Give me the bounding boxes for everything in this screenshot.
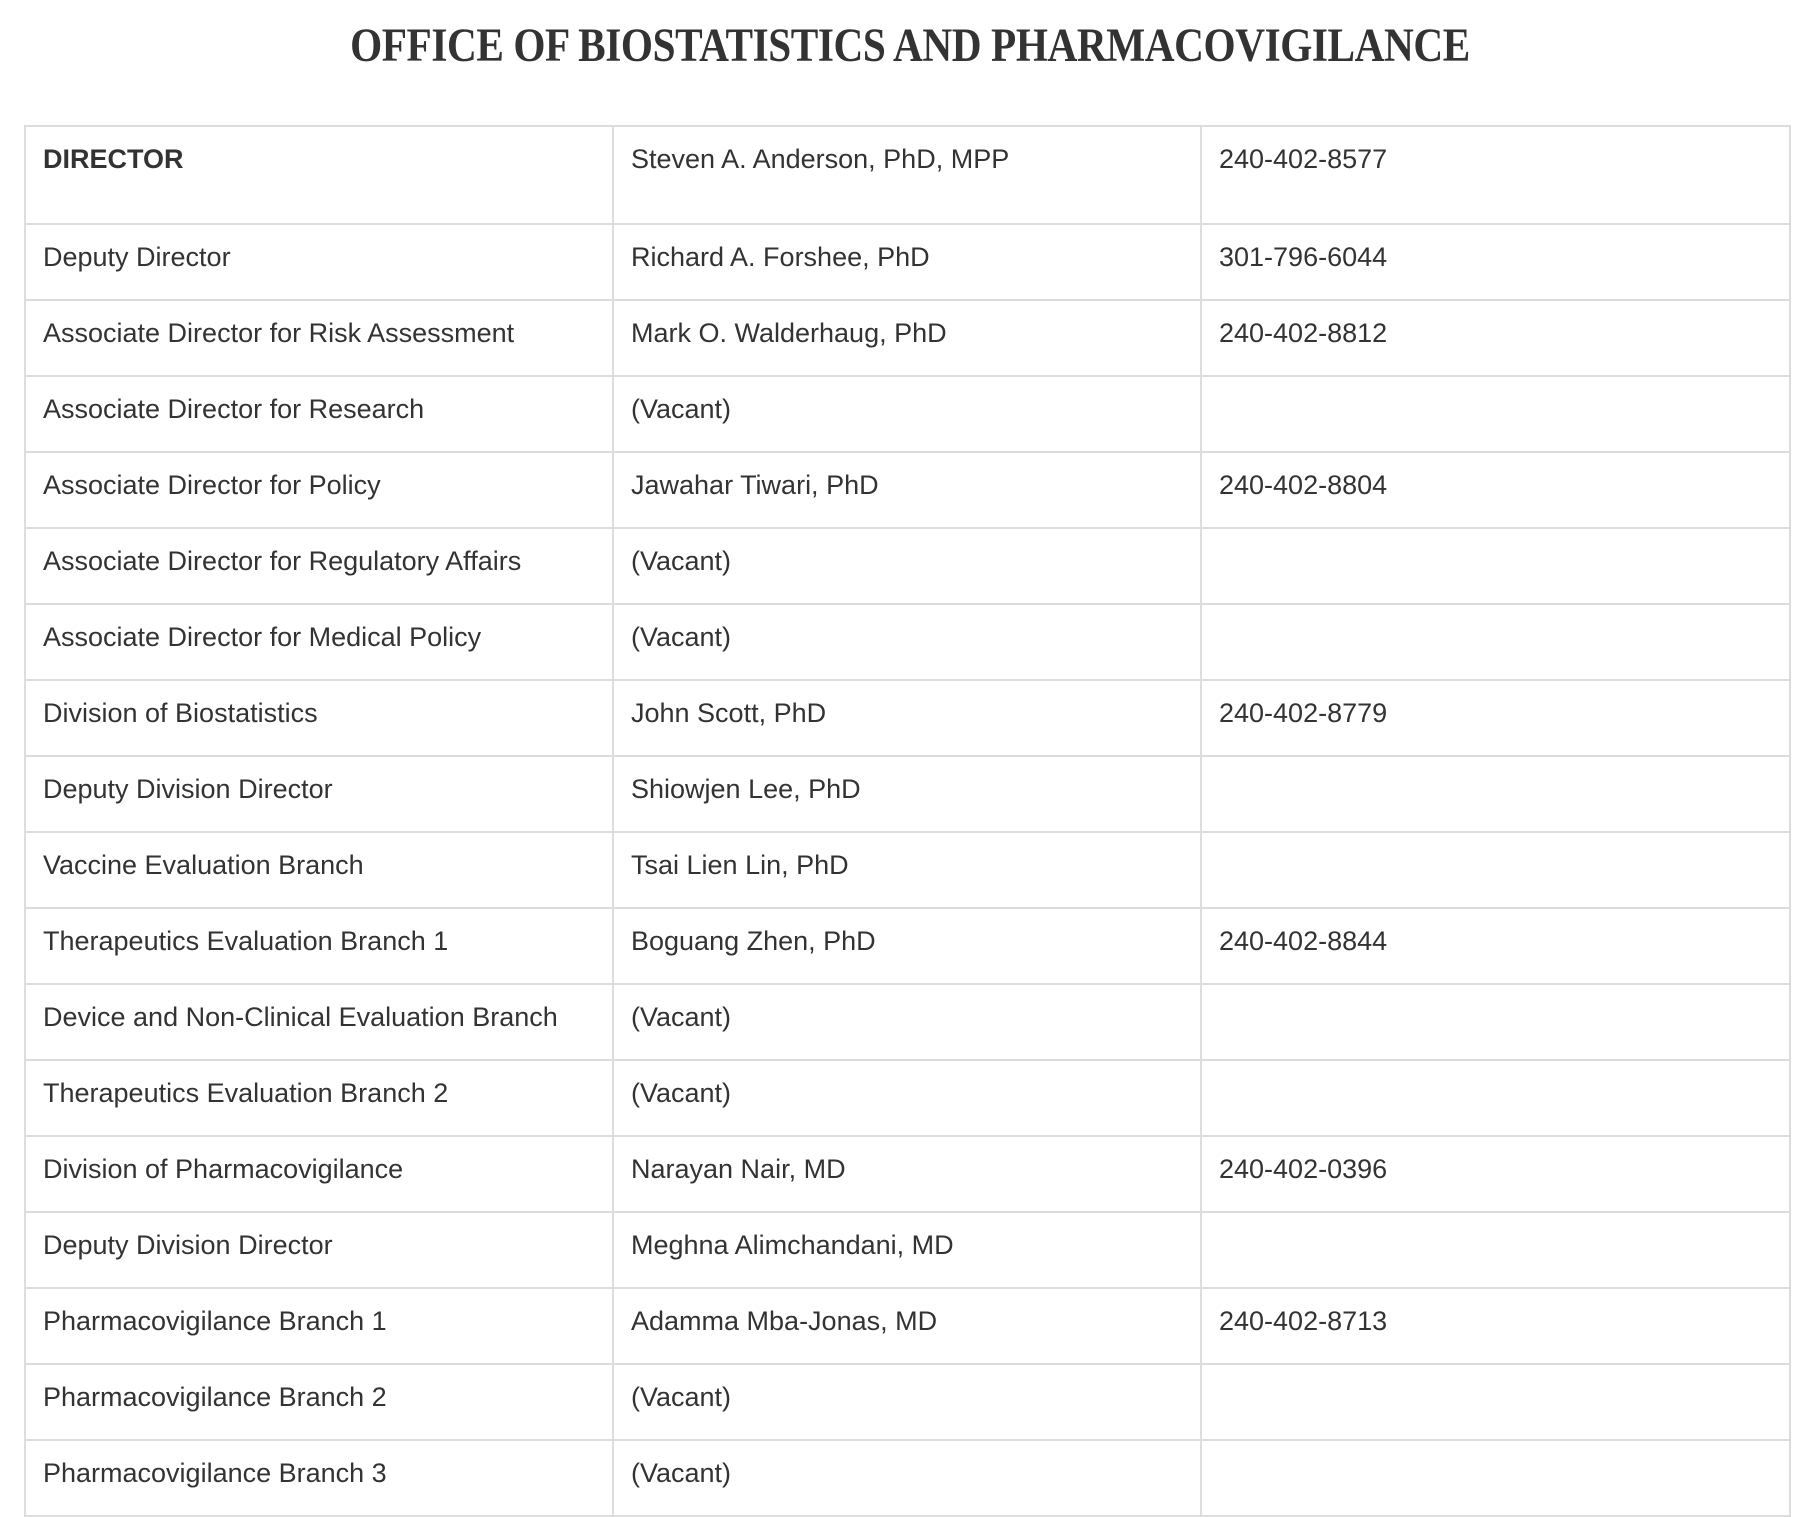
phone-cell xyxy=(1201,376,1790,452)
office-cell: Deputy Division Director xyxy=(25,756,613,832)
phone-cell: 240-402-8713 xyxy=(1201,1288,1790,1364)
table-row xyxy=(25,528,1790,604)
staff-directory-body xyxy=(25,126,1790,1516)
office-cell: Associate Director for Research xyxy=(25,376,613,452)
table-row xyxy=(25,908,1790,984)
table-row xyxy=(25,604,1790,680)
phone-cell: 240-402-8804 xyxy=(1201,452,1790,528)
table-row xyxy=(25,832,1790,908)
table-row xyxy=(25,376,1790,452)
phone-cell: 240-402-8844 xyxy=(1201,908,1790,984)
table-row xyxy=(25,1136,1790,1212)
name-cell: (Vacant) xyxy=(613,1060,1201,1136)
table-row xyxy=(25,1060,1790,1136)
name-cell: (Vacant) xyxy=(613,376,1201,452)
name-cell: Boguang Zhen, PhD xyxy=(613,908,1201,984)
name-cell: Meghna Alimchandani, MD xyxy=(613,1212,1201,1288)
phone-cell xyxy=(1201,604,1790,680)
table-row xyxy=(25,126,1790,224)
office-cell: Associate Director for Regulatory Affairs xyxy=(25,528,613,604)
phone-cell xyxy=(1201,1060,1790,1136)
table-row xyxy=(25,984,1790,1060)
name-cell: (Vacant) xyxy=(613,604,1201,680)
name-cell: John Scott, PhD xyxy=(613,680,1201,756)
phone-cell xyxy=(1201,756,1790,832)
name-cell: (Vacant) xyxy=(613,528,1201,604)
office-cell: Deputy Division Director xyxy=(25,1212,613,1288)
name-cell: (Vacant) xyxy=(613,984,1201,1060)
phone-cell: 240-402-0396 xyxy=(1201,1136,1790,1212)
phone-cell xyxy=(1201,984,1790,1060)
office-cell: Division of Biostatistics xyxy=(25,680,613,756)
phone-cell: 240-402-8779 xyxy=(1201,680,1790,756)
office-cell: Vaccine Evaluation Branch xyxy=(25,832,613,908)
name-cell: (Vacant) xyxy=(613,1440,1201,1516)
table-row xyxy=(25,680,1790,756)
phone-cell xyxy=(1201,528,1790,604)
name-cell: Mark O. Walderhaug, PhD xyxy=(613,300,1201,376)
name-cell: Steven A. Anderson, PhD, MPP xyxy=(613,126,1201,224)
name-cell: Richard A. Forshee, PhD xyxy=(613,224,1201,300)
office-cell: Associate Director for Policy xyxy=(25,452,613,528)
table-row xyxy=(25,756,1790,832)
office-cell: Pharmacovigilance Branch 1 xyxy=(25,1288,613,1364)
office-cell: Division of Pharmacovigilance xyxy=(25,1136,613,1212)
table-row xyxy=(25,1440,1790,1516)
office-cell: Associate Director for Medical Policy xyxy=(25,604,613,680)
phone-cell xyxy=(1201,832,1790,908)
office-cell: Pharmacovigilance Branch 3 xyxy=(25,1440,613,1516)
table-row xyxy=(25,224,1790,300)
phone-cell: 301-796-6044 xyxy=(1201,224,1790,300)
phone-cell: 240-402-8577 xyxy=(1201,126,1790,224)
phone-cell xyxy=(1201,1440,1790,1516)
name-cell: Shiowjen Lee, PhD xyxy=(613,756,1201,832)
office-cell: Associate Director for Risk Assessment xyxy=(25,300,613,376)
office-cell: Therapeutics Evaluation Branch 2 xyxy=(25,1060,613,1136)
phone-cell xyxy=(1201,1212,1790,1288)
phone-cell: 240-402-8812 xyxy=(1201,300,1790,376)
office-cell: DIRECTOR xyxy=(25,126,613,224)
table-row xyxy=(25,1364,1790,1440)
table-row xyxy=(25,1288,1790,1364)
table-row xyxy=(25,452,1790,528)
name-cell: Adamma Mba-Jonas, MD xyxy=(613,1288,1201,1364)
name-cell: Narayan Nair, MD xyxy=(613,1136,1201,1212)
name-cell: (Vacant) xyxy=(613,1364,1201,1440)
office-cell: Pharmacovigilance Branch 2 xyxy=(25,1364,613,1440)
office-cell: Therapeutics Evaluation Branch 1 xyxy=(25,908,613,984)
phone-cell xyxy=(1201,1364,1790,1440)
name-cell: Jawahar Tiwari, PhD xyxy=(613,452,1201,528)
page-title: OFFICE OF BIOSTATISTICS AND PHARMACOVIGILANCE xyxy=(350,19,1470,72)
office-cell: Deputy Director xyxy=(25,224,613,300)
table-row xyxy=(25,300,1790,376)
staff-directory-table xyxy=(24,125,1791,1517)
table-row xyxy=(25,1212,1790,1288)
name-cell: Tsai Lien Lin, PhD xyxy=(613,832,1201,908)
office-cell: Device and Non-Clinical Evaluation Branch xyxy=(25,984,613,1060)
